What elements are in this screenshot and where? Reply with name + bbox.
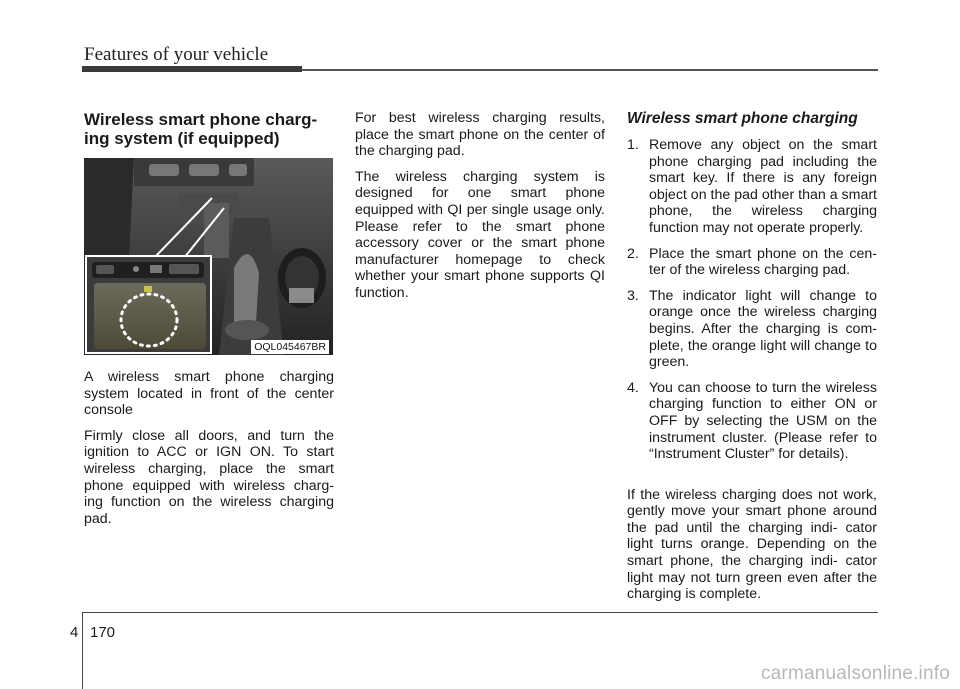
list-item-text: You can choose to turn the wireless charging function to either ON or OFF by selecting the USM on the instrument cluster. (Please refer to “Instrument Cluster” for details). <box>649 379 877 463</box>
footer-rule-horizontal <box>82 612 878 613</box>
paragraph: Firmly close all doors, and turn the ignition to ACC or IGN ON. To start wireless charging, place the smart phone equipped with wireless charg- ing function on the wireless charging pad. <box>84 427 334 527</box>
subsection-heading: Wireless smart phone charging <box>627 110 858 127</box>
list-item-number: 2. <box>627 245 639 262</box>
console-illustration <box>84 158 333 355</box>
footer-rule-vertical <box>82 612 83 689</box>
list-item <box>627 380 877 463</box>
charging-pad-figure <box>84 158 333 355</box>
paragraph: If the wireless charging does not work, gently move your smart phone around the pad until the charging indi- cator light turns orange. Depending on the smart phone, the charging indi- cator light may not turn green even after the charging is complete. <box>627 486 877 603</box>
column-middle <box>355 110 605 311</box>
list-item-text: Place the smart phone on the cen- ter of the wireless charging pad. <box>649 245 877 279</box>
paragraph: For best wireless charging results, place the smart phone on the center of the charging pad. <box>355 110 605 160</box>
column-right <box>627 110 877 612</box>
steps-list <box>627 137 877 463</box>
paragraph: The wireless charging system is designed for one smart phone equipped with QI per single usage only. Please refer to the smart phone accessory cover or the smart phone manufacturer homepage to check whether your smart phone supports QI function. <box>355 168 605 301</box>
list-item-text: The indicator light will change to orange once the wireless charging begins. After the charging is com- plete, the orange light will change to green. <box>649 287 877 371</box>
list-item <box>627 137 877 237</box>
list-item-number: 1. <box>627 137 639 153</box>
page-header-title: Features of your vehicle <box>84 44 269 65</box>
column-left <box>84 110 334 536</box>
watermark-link[interactable]: carmanualsonline.info <box>760 663 950 684</box>
list-item <box>627 288 877 371</box>
list-item-text: Remove any object on the smart phone charging pad including the smart key. If there is any foreign object on the pad other than a smart phone, the wireless charging function may not operate properly. <box>649 137 877 236</box>
page-number: 170 <box>90 624 116 641</box>
list-item-number: 3. <box>627 287 639 304</box>
header-bar-dark <box>82 66 302 72</box>
header-bar-light <box>302 69 878 71</box>
list-item-number: 4. <box>627 379 639 396</box>
paragraph: A wireless smart phone charging system located in front of the center console <box>84 369 334 419</box>
list-item <box>627 246 877 279</box>
chapter-number: 4 <box>70 624 79 641</box>
figure-caption: OQL045467BR <box>251 340 329 354</box>
section-heading: Wireless smart phone charg- ing system (if equipped) <box>84 110 318 148</box>
